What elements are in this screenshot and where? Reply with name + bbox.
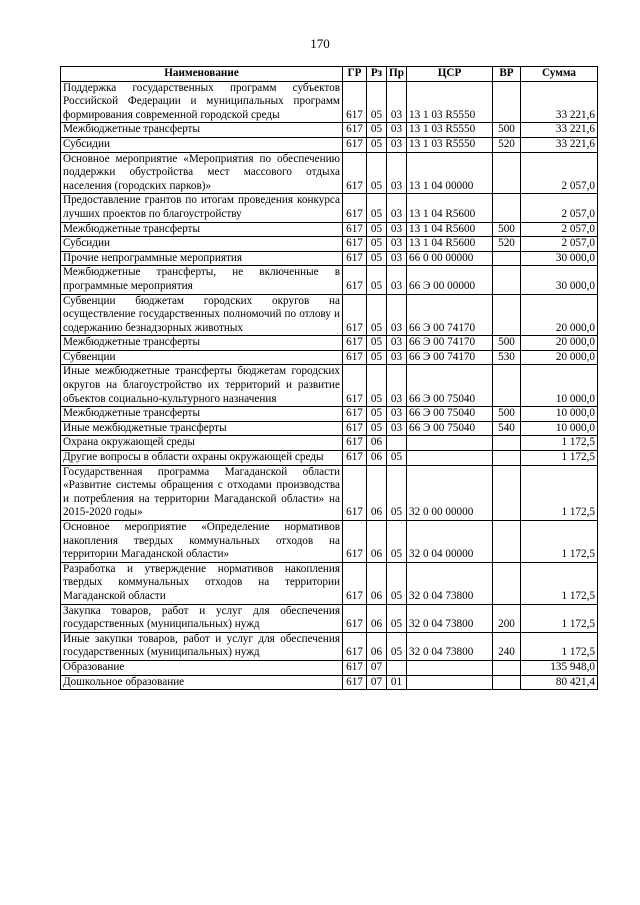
cell-vr [493, 562, 521, 604]
cell-vr: 500 [493, 123, 521, 138]
cell-csr: 13 1 04 R5600 [407, 194, 493, 222]
cell-name: Межбюджетные трансферты [61, 407, 343, 422]
cell-pr: 03 [387, 336, 407, 351]
cell-pr: 03 [387, 294, 407, 336]
cell-csr: 32 0 04 73800 [407, 632, 493, 660]
cell-name: Прочие непрограммные мероприятия [61, 251, 343, 266]
cell-vr [493, 266, 521, 294]
cell-gr: 617 [343, 350, 367, 365]
cell-name: Субвенции [61, 350, 343, 365]
cell-csr [407, 660, 493, 675]
cell-csr [407, 451, 493, 466]
cell-sum: 20 000,0 [521, 294, 598, 336]
cell-sum: 20 000,0 [521, 350, 598, 365]
cell-rz: 06 [367, 465, 387, 520]
cell-gr: 617 [343, 137, 367, 152]
cell-pr: 05 [387, 521, 407, 563]
table-body [61, 81, 598, 690]
cell-csr: 66 Э 00 74170 [407, 336, 493, 351]
cell-pr [387, 436, 407, 451]
cell-sum: 2 057,0 [521, 237, 598, 252]
cell-gr: 617 [343, 451, 367, 466]
cell-rz: 05 [367, 294, 387, 336]
table-row [61, 294, 598, 336]
cell-gr: 617 [343, 336, 367, 351]
cell-rz: 06 [367, 604, 387, 632]
cell-gr: 617 [343, 81, 367, 123]
header-gr: ГР [343, 67, 367, 82]
cell-sum: 10 000,0 [521, 365, 598, 407]
cell-vr [493, 251, 521, 266]
cell-rz: 07 [367, 675, 387, 690]
cell-sum: 1 172,5 [521, 632, 598, 660]
table-row [61, 137, 598, 152]
cell-csr: 66 Э 00 75040 [407, 365, 493, 407]
cell-sum: 33 221,6 [521, 123, 598, 138]
cell-rz: 06 [367, 521, 387, 563]
cell-sum: 10 000,0 [521, 421, 598, 436]
cell-gr: 617 [343, 521, 367, 563]
cell-gr: 617 [343, 465, 367, 520]
cell-vr: 530 [493, 350, 521, 365]
cell-sum: 1 172,5 [521, 562, 598, 604]
cell-sum: 1 172,5 [521, 436, 598, 451]
cell-name: Субсидии [61, 137, 343, 152]
cell-sum: 33 221,6 [521, 81, 598, 123]
cell-name: Основное мероприятие «Определение нормативов накопления твердых коммунальных отходов на территории Магаданской области» [61, 521, 343, 563]
cell-name: Разработка и утверждение нормативов накопления твердых коммунальных отходов на территории Магаданской области [61, 562, 343, 604]
cell-vr [493, 436, 521, 451]
cell-name: Поддержка государственных программ субъектов Российской Федерации и муниципальных программ формирования современной городской среды [61, 81, 343, 123]
cell-name: Дошкольное образование [61, 675, 343, 690]
header-sum: Сумма [521, 67, 598, 82]
cell-rz: 06 [367, 436, 387, 451]
cell-sum: 30 000,0 [521, 266, 598, 294]
table-row [61, 660, 598, 675]
cell-gr: 617 [343, 266, 367, 294]
cell-gr: 617 [343, 436, 367, 451]
cell-name: Субвенции бюджетам городских округов на осуществление государственных полномочий по отлову и содержанию безнадзорных животных [61, 294, 343, 336]
cell-rz: 05 [367, 137, 387, 152]
cell-name: Межбюджетные трансферты [61, 222, 343, 237]
table-row [61, 251, 598, 266]
table-row [61, 336, 598, 351]
cell-gr: 617 [343, 365, 367, 407]
cell-pr: 03 [387, 266, 407, 294]
cell-rz: 05 [367, 350, 387, 365]
cell-name: Межбюджетные трансферты, не включенные в программные мероприятия [61, 266, 343, 294]
cell-rz: 05 [367, 251, 387, 266]
cell-pr: 05 [387, 465, 407, 520]
cell-gr: 617 [343, 194, 367, 222]
cell-vr [493, 81, 521, 123]
cell-name: Иные закупки товаров, работ и услуг для обеспечения государственных (муниципальных) нужд [61, 632, 343, 660]
cell-vr [493, 660, 521, 675]
cell-sum: 2 057,0 [521, 152, 598, 194]
cell-csr: 13 1 04 00000 [407, 152, 493, 194]
table-row [61, 421, 598, 436]
header-name: Наименование [61, 67, 343, 82]
cell-gr: 617 [343, 421, 367, 436]
table-header-row [61, 67, 598, 82]
cell-csr: 66 0 00 00000 [407, 251, 493, 266]
table-row [61, 451, 598, 466]
cell-pr: 03 [387, 237, 407, 252]
cell-name: Основное мероприятие «Мероприятия по обеспечению поддержки обустройства мест массового отдыха населения (городских парков)» [61, 152, 343, 194]
cell-name: Иные межбюджетные трансферты [61, 421, 343, 436]
cell-pr: 03 [387, 251, 407, 266]
table-row [61, 194, 598, 222]
cell-csr: 66 Э 00 00000 [407, 266, 493, 294]
cell-rz: 06 [367, 562, 387, 604]
cell-sum: 20 000,0 [521, 336, 598, 351]
cell-vr: 240 [493, 632, 521, 660]
table-row [61, 675, 598, 690]
cell-gr: 617 [343, 222, 367, 237]
cell-name: Межбюджетные трансферты [61, 336, 343, 351]
cell-vr: 520 [493, 237, 521, 252]
table-row [61, 81, 598, 123]
cell-rz: 05 [367, 123, 387, 138]
cell-pr: 03 [387, 421, 407, 436]
cell-name: Межбюджетные трансферты [61, 123, 343, 138]
cell-pr: 05 [387, 451, 407, 466]
cell-rz: 05 [367, 407, 387, 422]
table-row [61, 123, 598, 138]
cell-csr: 66 Э 00 74170 [407, 294, 493, 336]
table-row [61, 436, 598, 451]
page-number: 170 [310, 36, 330, 51]
cell-vr [493, 194, 521, 222]
cell-pr: 01 [387, 675, 407, 690]
cell-vr [493, 152, 521, 194]
cell-gr: 617 [343, 237, 367, 252]
cell-sum: 135 948,0 [521, 660, 598, 675]
cell-rz: 05 [367, 336, 387, 351]
cell-pr: 03 [387, 365, 407, 407]
cell-rz: 05 [367, 194, 387, 222]
cell-gr: 617 [343, 123, 367, 138]
cell-csr: 13 1 03 R5550 [407, 137, 493, 152]
cell-name: Образование [61, 660, 343, 675]
cell-vr: 500 [493, 407, 521, 422]
cell-sum: 80 421,4 [521, 675, 598, 690]
cell-sum: 1 172,5 [521, 604, 598, 632]
cell-vr [493, 465, 521, 520]
table-row [61, 222, 598, 237]
cell-pr: 03 [387, 152, 407, 194]
cell-pr: 03 [387, 137, 407, 152]
cell-csr: 13 1 04 R5600 [407, 222, 493, 237]
cell-vr [493, 365, 521, 407]
cell-gr: 617 [343, 675, 367, 690]
cell-vr: 500 [493, 222, 521, 237]
cell-gr: 617 [343, 604, 367, 632]
cell-vr: 200 [493, 604, 521, 632]
cell-pr [387, 660, 407, 675]
cell-gr: 617 [343, 152, 367, 194]
cell-vr: 540 [493, 421, 521, 436]
cell-pr: 05 [387, 604, 407, 632]
cell-sum: 10 000,0 [521, 407, 598, 422]
cell-rz: 06 [367, 632, 387, 660]
cell-sum: 30 000,0 [521, 251, 598, 266]
cell-gr: 617 [343, 660, 367, 675]
cell-vr [493, 675, 521, 690]
cell-gr: 617 [343, 632, 367, 660]
budget-table [60, 66, 598, 690]
cell-csr: 32 0 04 73800 [407, 562, 493, 604]
cell-pr: 03 [387, 350, 407, 365]
cell-vr: 500 [493, 336, 521, 351]
cell-name: Предоставление грантов по итогам проведения конкурса лучших проектов по благоустройству [61, 194, 343, 222]
cell-rz: 05 [367, 421, 387, 436]
cell-rz: 05 [367, 152, 387, 194]
cell-pr: 05 [387, 632, 407, 660]
cell-sum: 2 057,0 [521, 194, 598, 222]
cell-vr [493, 451, 521, 466]
cell-name: Охрана окружающей среды [61, 436, 343, 451]
cell-rz: 05 [367, 222, 387, 237]
table-row [61, 521, 598, 563]
table-row [61, 266, 598, 294]
cell-name: Закупка товаров, работ и услуг для обеспечения государственных (муниципальных) нужд [61, 604, 343, 632]
cell-name: Государственная программа Магаданской области «Развитие системы обращения с отходами производства и потребления на территории Магаданской области» на 2015-2020 годы» [61, 465, 343, 520]
table-row [61, 237, 598, 252]
cell-gr: 617 [343, 251, 367, 266]
cell-sum: 33 221,6 [521, 137, 598, 152]
cell-pr: 03 [387, 194, 407, 222]
cell-sum: 2 057,0 [521, 222, 598, 237]
cell-name: Другие вопросы в области охраны окружающей среды [61, 451, 343, 466]
cell-pr: 03 [387, 407, 407, 422]
cell-csr: 13 1 03 R5550 [407, 123, 493, 138]
cell-gr: 617 [343, 294, 367, 336]
header-rz: Рз [367, 67, 387, 82]
cell-csr [407, 675, 493, 690]
cell-pr: 03 [387, 222, 407, 237]
cell-name: Субсидии [61, 237, 343, 252]
cell-rz: 06 [367, 451, 387, 466]
cell-rz: 05 [367, 81, 387, 123]
cell-sum: 1 172,5 [521, 465, 598, 520]
table-row [61, 562, 598, 604]
header-pr: Пр [387, 67, 407, 82]
cell-csr: 66 Э 00 75040 [407, 421, 493, 436]
table-row [61, 152, 598, 194]
cell-pr: 05 [387, 562, 407, 604]
cell-csr: 32 0 00 00000 [407, 465, 493, 520]
cell-rz: 05 [367, 237, 387, 252]
cell-sum: 1 172,5 [521, 451, 598, 466]
cell-csr: 13 1 04 R5600 [407, 237, 493, 252]
cell-rz: 07 [367, 660, 387, 675]
cell-csr: 66 Э 00 75040 [407, 407, 493, 422]
table-row [61, 604, 598, 632]
table-row [61, 632, 598, 660]
header-vr: ВР [493, 67, 521, 82]
cell-vr: 520 [493, 137, 521, 152]
cell-pr: 03 [387, 81, 407, 123]
cell-gr: 617 [343, 562, 367, 604]
cell-name: Иные межбюджетные трансферты бюджетам городских округов на благоустройство их территорий и развитие объектов социально-культурного назначения [61, 365, 343, 407]
cell-csr: 32 0 04 73800 [407, 604, 493, 632]
cell-vr [493, 521, 521, 563]
cell-csr [407, 436, 493, 451]
header-csr: ЦСР [407, 67, 493, 82]
table-row [61, 465, 598, 520]
table-row [61, 365, 598, 407]
cell-csr: 13 1 03 R5550 [407, 81, 493, 123]
table-row [61, 407, 598, 422]
cell-pr: 03 [387, 123, 407, 138]
table-row [61, 350, 598, 365]
cell-rz: 05 [367, 266, 387, 294]
cell-csr: 32 0 04 00000 [407, 521, 493, 563]
cell-gr: 617 [343, 407, 367, 422]
cell-sum: 1 172,5 [521, 521, 598, 563]
cell-csr: 66 Э 00 74170 [407, 350, 493, 365]
cell-rz: 05 [367, 365, 387, 407]
cell-vr [493, 294, 521, 336]
